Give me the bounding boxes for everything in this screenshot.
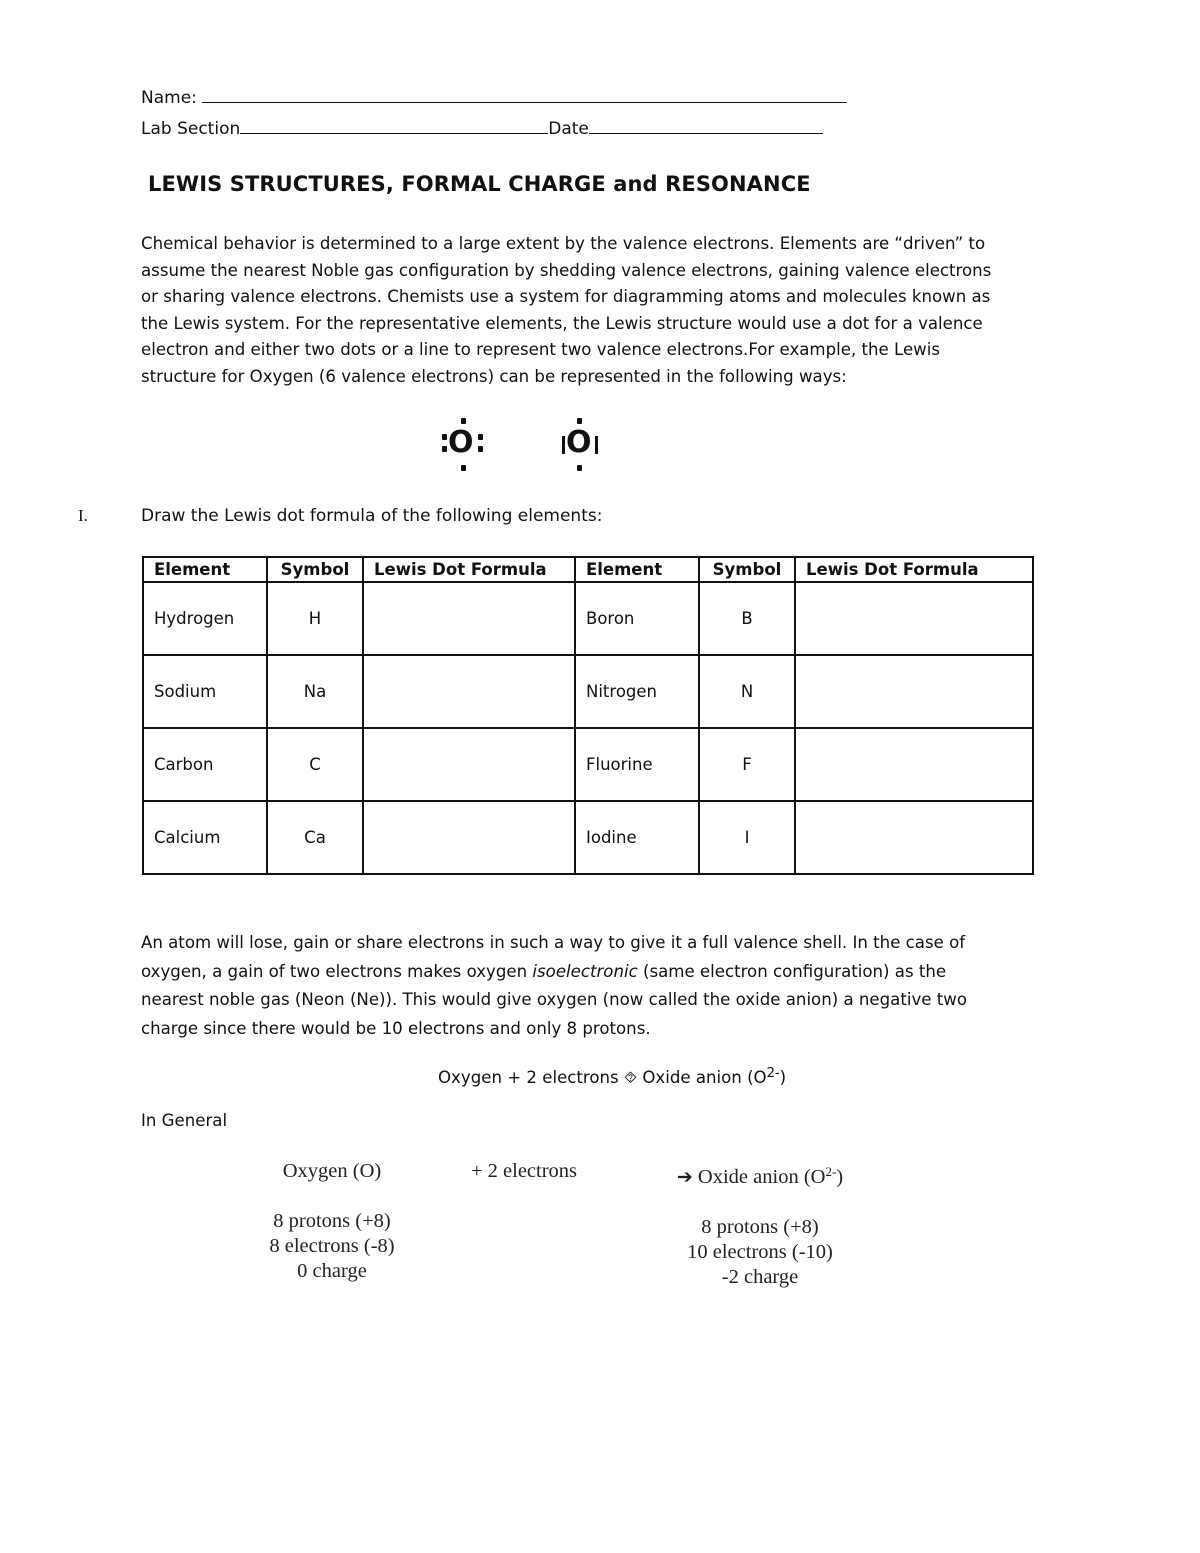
element-symbol: I — [699, 801, 795, 874]
paragraph-text: (same electron configuration) as the — [637, 961, 947, 981]
name-line — [141, 86, 847, 108]
section-numeral: I. — [78, 506, 88, 525]
in-general-label: In General — [141, 1111, 228, 1130]
lewis-answer-cell[interactable] — [363, 801, 575, 874]
page-title: LEWIS STRUCTURES, FORMAL CHARGE and RESONANCE — [148, 172, 811, 196]
element-name: Calcium — [143, 801, 267, 874]
electron-dot — [577, 465, 582, 471]
element-name: Hydrogen — [143, 582, 267, 655]
intro-line: structure for Oxygen (6 valence electrons) can be represented in the following ways: — [141, 366, 847, 386]
paragraph-text: oxygen, a gain of two electrons makes oxygen — [141, 961, 533, 981]
element-symbol: F — [699, 728, 795, 801]
electron-dot — [442, 446, 447, 452]
oxygen-charge: 0 charge — [297, 1260, 367, 1282]
oxygen-symbol: O — [566, 425, 592, 460]
oxide-heading-close: ) — [836, 1166, 844, 1188]
header-element: Element — [575, 557, 699, 582]
lewis-answer-cell[interactable] — [363, 582, 575, 655]
element-symbol: Ca — [267, 801, 363, 874]
element-name: Sodium — [143, 655, 267, 728]
table-row — [143, 582, 1033, 655]
oxide-equation — [438, 1066, 786, 1088]
electron-dot — [478, 434, 483, 440]
lab-section-label: Lab Section — [141, 119, 241, 139]
equation-charge: 2- — [766, 1066, 780, 1081]
table-row — [143, 728, 1033, 801]
table-row — [143, 801, 1033, 874]
name-blank[interactable] — [202, 86, 847, 103]
element-name: Iodine — [575, 801, 699, 874]
oxygen-electrons: 8 electrons (-8) — [269, 1235, 395, 1257]
header-symbol: Symbol — [267, 557, 363, 582]
equation-close: ) — [779, 1068, 787, 1087]
oxygen-lewis-lines — [558, 412, 602, 474]
electrons-column — [444, 1159, 604, 1184]
isoelectronic-term: isoelectronic — [532, 961, 638, 981]
electron-dot — [461, 465, 466, 471]
oxide-protons: 8 protons (+8) — [701, 1216, 819, 1238]
date-blank[interactable] — [589, 117, 823, 134]
arrow-icon: ➔ — [676, 1166, 693, 1188]
intro-paragraph — [141, 231, 1041, 390]
header-element: Element — [143, 557, 267, 582]
intro-line: or sharing valence electrons. Chemists use a system for diagramming atoms and molecules known as — [141, 287, 991, 306]
header-symbol: Symbol — [699, 557, 795, 582]
paragraph-line: nearest noble gas (Neon (Ne)). This would give oxygen (now called the oxide anion) a negative two — [141, 990, 967, 1010]
lab-section-line — [141, 117, 823, 139]
name-label: Name: — [141, 88, 197, 108]
lewis-answer-cell[interactable] — [363, 655, 575, 728]
electron-dot — [442, 434, 447, 440]
element-symbol: H — [267, 582, 363, 655]
lab-section-blank[interactable] — [240, 117, 548, 134]
paragraph-line: An atom will lose, gain or share electrons in such a way to give it a full valence shell. In the case of — [141, 933, 966, 952]
intro-line: electron and either two dots or a line to represent two valence electrons.For example, the Lewis — [141, 340, 940, 359]
element-symbol: B — [699, 582, 795, 655]
oxide-heading — [640, 1159, 880, 1190]
electron-dot — [461, 418, 466, 424]
plus-electrons-heading: + 2 electrons — [470, 1160, 578, 1182]
intro-line: Chemical behavior is determined to a large extent by the valence electrons. Elements are “driven” to — [141, 234, 986, 253]
date-label: Date — [548, 119, 589, 139]
header-lewis-dot-formula: Lewis Dot Formula — [795, 557, 1033, 582]
oxygen-heading: Oxygen (O) — [282, 1160, 382, 1182]
lewis-answer-cell[interactable] — [795, 582, 1033, 655]
element-name: Fluorine — [575, 728, 699, 801]
oxygen-column — [232, 1159, 432, 1284]
lewis-answer-cell[interactable] — [795, 728, 1033, 801]
intro-line: the Lewis system. For the representative elements, the Lewis structure would use a dot for a valence — [141, 313, 983, 333]
intro-line: assume the nearest Noble gas configuration by shedding valence electrons, gaining valence electrons — [141, 260, 992, 280]
elements-table — [142, 556, 1034, 875]
electron-pair-line — [562, 436, 565, 454]
table-header-row — [143, 557, 1033, 582]
oxide-column — [640, 1159, 880, 1290]
electron-dot — [577, 418, 582, 424]
lewis-answer-cell[interactable] — [795, 655, 1033, 728]
header-lewis-dot-formula: Lewis Dot Formula — [363, 557, 575, 582]
element-name: Nitrogen — [575, 655, 699, 728]
element-symbol: Na — [267, 655, 363, 728]
equation-text: Oxygen + 2 electrons ⯑ Oxide anion (O — [438, 1068, 767, 1087]
element-name: Carbon — [143, 728, 267, 801]
electron-pair-line — [595, 436, 598, 454]
oxygen-protons: 8 protons (+8) — [273, 1210, 391, 1232]
paragraph-line: charge since there would be 10 electrons and only 8 protons. — [141, 1019, 651, 1039]
table-row — [143, 655, 1033, 728]
electron-dot — [478, 446, 483, 452]
oxide-electrons: 10 electrons (-10) — [687, 1241, 833, 1263]
lewis-answer-cell[interactable] — [363, 728, 575, 801]
lewis-answer-cell[interactable] — [795, 801, 1033, 874]
oxide-charge-superscript: 2- — [825, 1164, 837, 1179]
oxide-charge: -2 charge — [721, 1266, 799, 1288]
section-instruction: Draw the Lewis dot formula of the following elements: — [141, 506, 603, 526]
element-name: Boron — [575, 582, 699, 655]
oxygen-lewis-dots — [440, 412, 484, 474]
oxide-heading-text: Oxide anion (O — [697, 1166, 826, 1188]
atom-paragraph — [141, 929, 1041, 1044]
element-symbol: N — [699, 655, 795, 728]
element-symbol: C — [267, 728, 363, 801]
paragraph-line — [141, 958, 1041, 987]
oxygen-symbol: O — [448, 425, 474, 460]
